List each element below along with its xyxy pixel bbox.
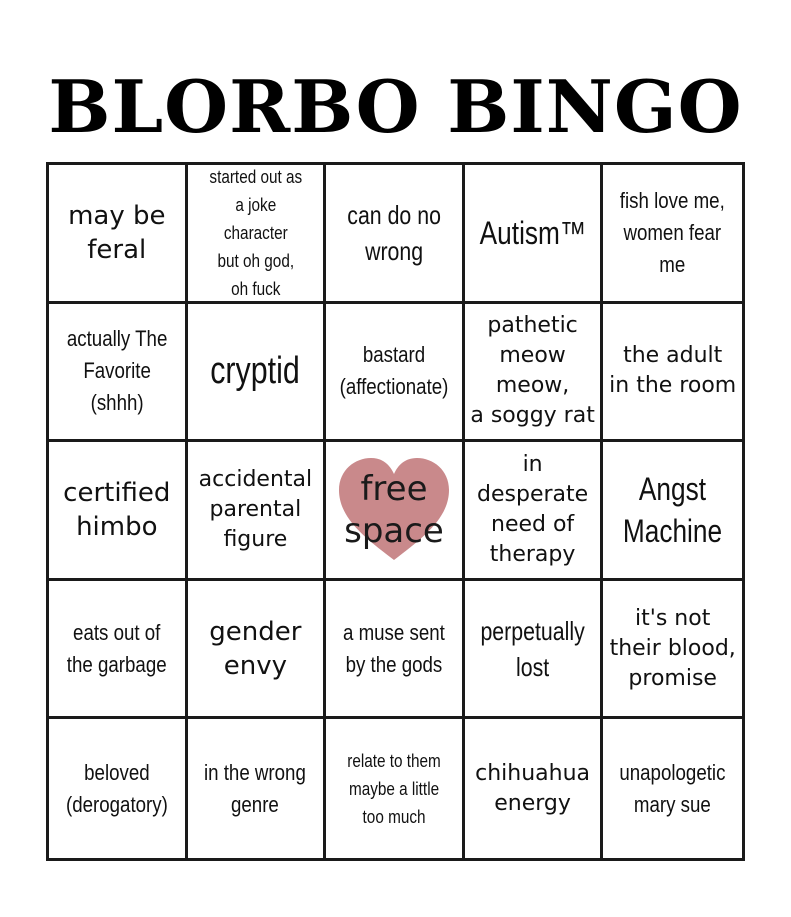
cell-label: in desperate need of therapy bbox=[477, 451, 589, 567]
bingo-cell[interactable] bbox=[603, 165, 742, 304]
bingo-cell[interactable] bbox=[465, 719, 604, 858]
page-title: BLORBO BINGO bbox=[48, 64, 743, 149]
cell-label: accidental parental figure bbox=[198, 466, 313, 552]
cell-label: may be feral bbox=[68, 200, 166, 265]
bingo-cell[interactable] bbox=[326, 304, 465, 443]
cell-label: started out as a joke character but oh god, oh fuck bbox=[209, 166, 302, 299]
cell-label: unapologetic mary sue bbox=[619, 759, 726, 817]
bingo-cell[interactable] bbox=[49, 719, 188, 858]
bingo-cell[interactable] bbox=[188, 442, 327, 581]
cell-label: perpetually lost bbox=[480, 615, 585, 682]
bingo-cell[interactable] bbox=[49, 304, 188, 443]
bingo-cell[interactable] bbox=[49, 581, 188, 720]
bingo-cell[interactable] bbox=[326, 165, 465, 304]
bingo-cell[interactable] bbox=[188, 581, 327, 720]
cell-label: certified himbo bbox=[63, 477, 171, 542]
bingo-cell[interactable] bbox=[603, 719, 742, 858]
cell-label: chihuahua energy bbox=[475, 760, 591, 816]
bingo-cell[interactable] bbox=[603, 581, 742, 720]
cell-label: can do no wrong bbox=[347, 199, 441, 266]
cell-label: a muse sent by the gods bbox=[343, 619, 445, 677]
cell-label: fish love me, women fear me bbox=[620, 187, 726, 277]
cell-label: in the wrong genre bbox=[204, 759, 307, 817]
cell-label: actually The Favorite (shhh) bbox=[66, 326, 168, 416]
bingo-cell[interactable] bbox=[49, 165, 188, 304]
cell-label: gender envy bbox=[209, 616, 302, 681]
free-space-label: free space bbox=[344, 468, 444, 551]
bingo-board bbox=[46, 162, 745, 861]
cell-label: eats out of the garbage bbox=[66, 619, 167, 677]
cell-label: bastard (affectionate) bbox=[339, 342, 449, 400]
cell-label: cryptid bbox=[210, 350, 301, 393]
bingo-cell[interactable] bbox=[326, 719, 465, 858]
bingo-cell[interactable] bbox=[326, 581, 465, 720]
cell-label: it's not their blood, promise bbox=[609, 605, 736, 691]
bingo-cell[interactable] bbox=[603, 442, 742, 581]
cell-label: Angst Machine bbox=[623, 470, 723, 549]
bingo-cell[interactable] bbox=[188, 304, 327, 443]
bingo-cell[interactable] bbox=[49, 442, 188, 581]
bingo-cell[interactable] bbox=[465, 304, 604, 443]
free-space-cell[interactable] bbox=[326, 442, 465, 581]
bingo-cell[interactable] bbox=[465, 442, 604, 581]
cell-label: beloved (derogatory) bbox=[65, 759, 168, 817]
bingo-cell[interactable] bbox=[465, 165, 604, 304]
cell-label: pathetic meow meow, a soggy rat bbox=[470, 313, 595, 429]
cell-label: the adult in the room bbox=[609, 343, 737, 399]
bingo-cell[interactable] bbox=[603, 304, 742, 443]
cell-label: Autism™ bbox=[479, 214, 586, 251]
bingo-cell[interactable] bbox=[465, 581, 604, 720]
bingo-cell[interactable] bbox=[188, 719, 327, 858]
cell-label: relate to them maybe a little too much bbox=[347, 750, 441, 827]
bingo-cell[interactable] bbox=[188, 165, 327, 304]
